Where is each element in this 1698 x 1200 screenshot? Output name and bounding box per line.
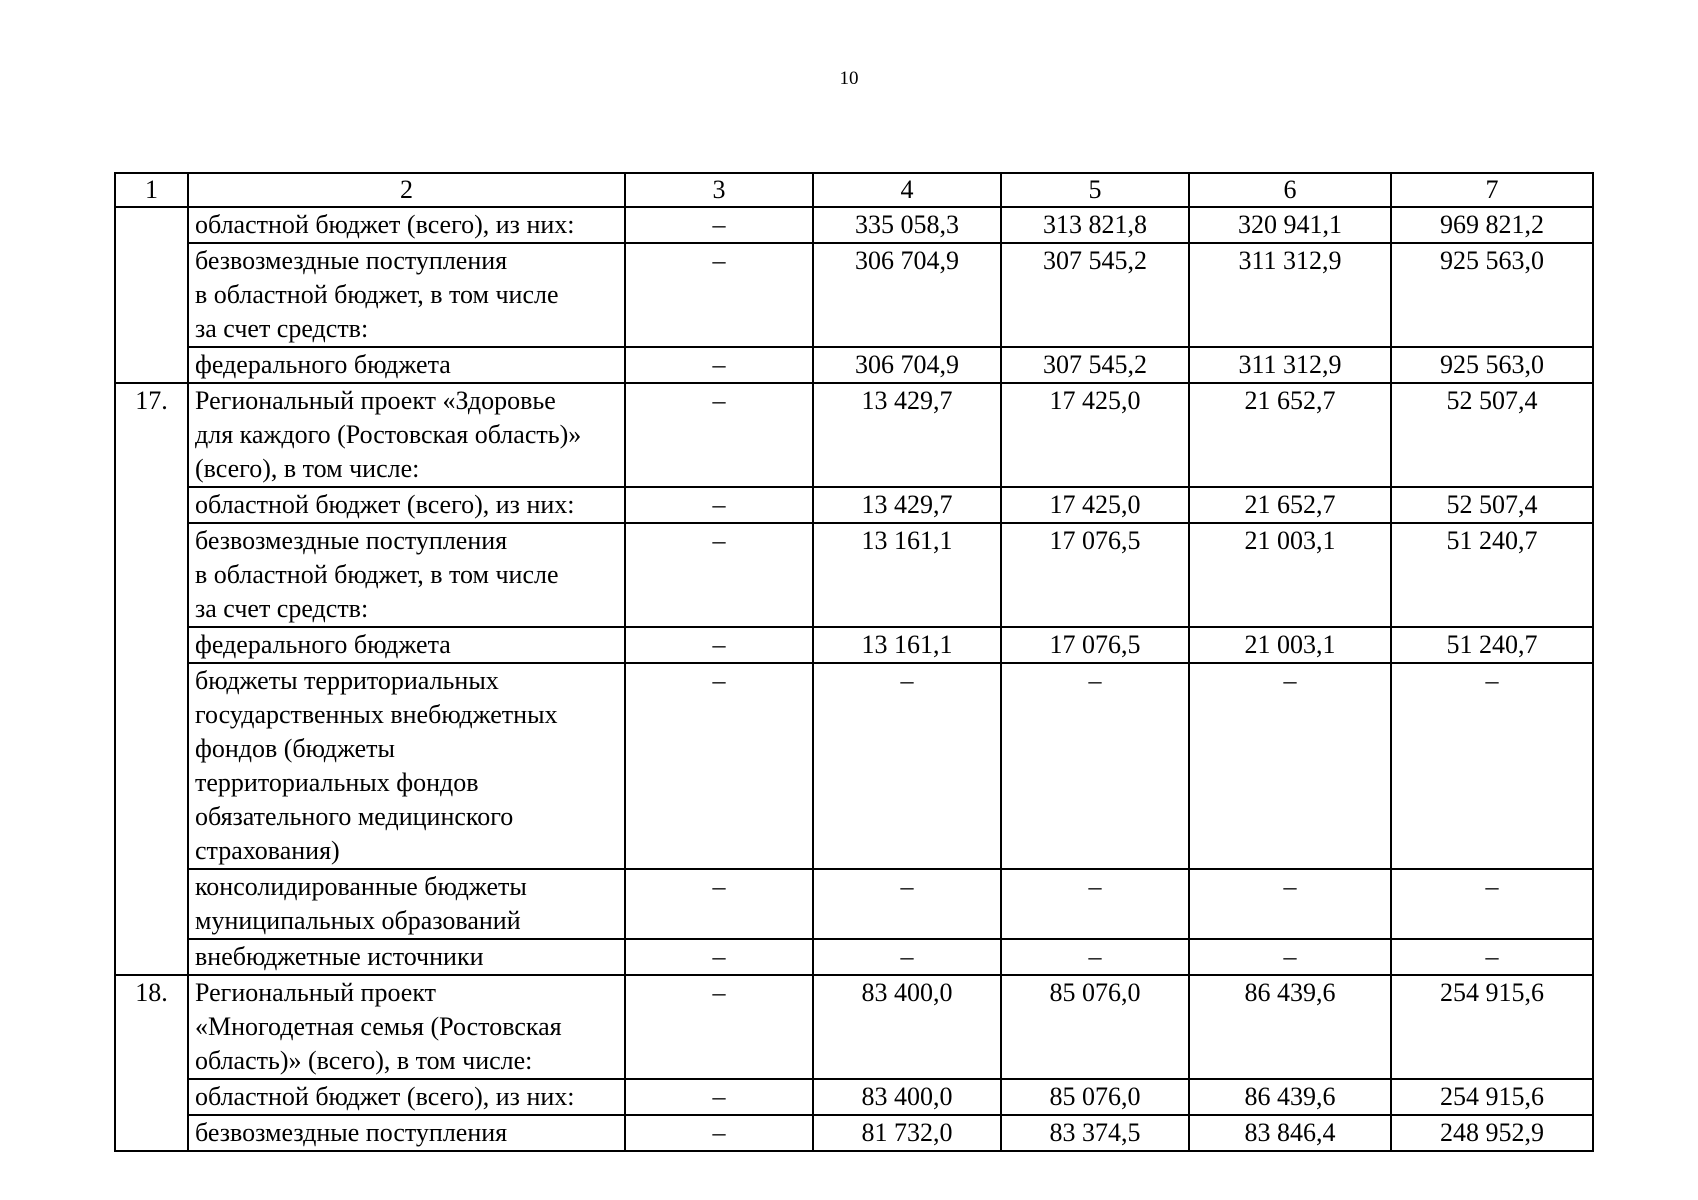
table-row: [115, 1079, 1593, 1115]
table-row: [115, 383, 1593, 487]
col5-cell: 307 545,2: [1001, 243, 1189, 347]
table-row: [115, 243, 1593, 347]
col3-cell: –: [625, 243, 813, 347]
col6-cell: 21 003,1: [1189, 523, 1391, 627]
row-number-cell: 18.: [115, 975, 188, 1151]
item-name-cell: безвозмездные поступления: [188, 1115, 625, 1151]
col5-cell: 83 374,5: [1001, 1115, 1189, 1151]
col6-cell: 311 312,9: [1189, 243, 1391, 347]
item-name-cell: областной бюджет (всего), из них:: [188, 487, 625, 523]
col4-cell: 13 161,1: [813, 523, 1001, 627]
col5-cell: 17 425,0: [1001, 383, 1189, 487]
col6-cell: 311 312,9: [1189, 347, 1391, 383]
col5-cell: 17 076,5: [1001, 627, 1189, 663]
table-row: [115, 663, 1593, 869]
header-cell-6: 6: [1189, 173, 1391, 207]
col4-cell: –: [813, 939, 1001, 975]
col7-cell: –: [1391, 663, 1593, 869]
col7-cell: 51 240,7: [1391, 523, 1593, 627]
col4-cell: 13 429,7: [813, 487, 1001, 523]
col6-cell: –: [1189, 939, 1391, 975]
col6-cell: 86 439,6: [1189, 1079, 1391, 1115]
col3-cell: –: [625, 207, 813, 243]
table-row: [115, 869, 1593, 939]
col6-cell: 21 652,7: [1189, 383, 1391, 487]
col7-cell: 925 563,0: [1391, 347, 1593, 383]
col4-cell: 13 429,7: [813, 383, 1001, 487]
row-number-cell: [115, 207, 188, 383]
item-name-cell: безвозмездные поступления в областной бюджет, в том числе за счет средств:: [188, 243, 625, 347]
item-name-cell: внебюджетные источники: [188, 939, 625, 975]
col7-cell: 254 915,6: [1391, 1079, 1593, 1115]
table-row: [115, 1115, 1593, 1151]
table-row: [115, 347, 1593, 383]
col3-cell: –: [625, 1079, 813, 1115]
table-row: [115, 939, 1593, 975]
col4-cell: 83 400,0: [813, 975, 1001, 1079]
item-name-cell: областной бюджет (всего), из них:: [188, 207, 625, 243]
item-name-cell: Региональный проект «Многодетная семья (Ростовская область)» (всего), в том числе:: [188, 975, 625, 1079]
table-row: [115, 975, 1593, 1079]
row-number-cell: 17.: [115, 383, 188, 975]
header-cell-4: 4: [813, 173, 1001, 207]
col3-cell: –: [625, 347, 813, 383]
col7-cell: –: [1391, 869, 1593, 939]
table-row: [115, 487, 1593, 523]
item-name-cell: бюджеты территориальных государственных внебюджетных фондов (бюджеты территориальных фондов обязательного медицинского страхования): [188, 663, 625, 869]
col3-cell: –: [625, 487, 813, 523]
col4-cell: 81 732,0: [813, 1115, 1001, 1151]
item-name-cell: федерального бюджета: [188, 347, 625, 383]
col4-cell: –: [813, 663, 1001, 869]
page-number: 10: [839, 68, 859, 89]
col5-cell: 85 076,0: [1001, 975, 1189, 1079]
col3-cell: –: [625, 975, 813, 1079]
col5-cell: 17 425,0: [1001, 487, 1189, 523]
col6-cell: 83 846,4: [1189, 1115, 1391, 1151]
col4-cell: 306 704,9: [813, 243, 1001, 347]
col7-cell: –: [1391, 939, 1593, 975]
header-cell-3: 3: [625, 173, 813, 207]
col5-cell: 85 076,0: [1001, 1079, 1189, 1115]
header-cell-5: 5: [1001, 173, 1189, 207]
col3-cell: –: [625, 939, 813, 975]
col4-cell: 13 161,1: [813, 627, 1001, 663]
col6-cell: –: [1189, 663, 1391, 869]
col7-cell: 51 240,7: [1391, 627, 1593, 663]
col3-cell: –: [625, 627, 813, 663]
col6-cell: 320 941,1: [1189, 207, 1391, 243]
table-row: [115, 207, 1593, 243]
col6-cell: 21 652,7: [1189, 487, 1391, 523]
col7-cell: 969 821,2: [1391, 207, 1593, 243]
table-row: [115, 627, 1593, 663]
col7-cell: 254 915,6: [1391, 975, 1593, 1079]
col3-cell: –: [625, 869, 813, 939]
col3-cell: –: [625, 663, 813, 869]
header-cell-7: 7: [1391, 173, 1593, 207]
header-cell-2: 2: [188, 173, 625, 207]
col6-cell: –: [1189, 869, 1391, 939]
col6-cell: 86 439,6: [1189, 975, 1391, 1079]
col4-cell: –: [813, 869, 1001, 939]
table-body: [115, 173, 1593, 1151]
table-header-row: [115, 173, 1593, 207]
col5-cell: –: [1001, 663, 1189, 869]
header-cell-1: 1: [115, 173, 188, 207]
col7-cell: 925 563,0: [1391, 243, 1593, 347]
col3-cell: –: [625, 383, 813, 487]
col4-cell: 335 058,3: [813, 207, 1001, 243]
item-name-cell: федерального бюджета: [188, 627, 625, 663]
item-name-cell: областной бюджет (всего), из них:: [188, 1079, 625, 1115]
item-name-cell: консолидированные бюджеты муниципальных образований: [188, 869, 625, 939]
col5-cell: 307 545,2: [1001, 347, 1189, 383]
col7-cell: 52 507,4: [1391, 487, 1593, 523]
col7-cell: 52 507,4: [1391, 383, 1593, 487]
col4-cell: 306 704,9: [813, 347, 1001, 383]
col4-cell: 83 400,0: [813, 1079, 1001, 1115]
col7-cell: 248 952,9: [1391, 1115, 1593, 1151]
col5-cell: –: [1001, 869, 1189, 939]
col5-cell: –: [1001, 939, 1189, 975]
table-row: [115, 523, 1593, 627]
col5-cell: 313 821,8: [1001, 207, 1189, 243]
item-name-cell: Региональный проект «Здоровье для каждого (Ростовская область)» (всего), в том числе:: [188, 383, 625, 487]
col3-cell: –: [625, 1115, 813, 1151]
col5-cell: 17 076,5: [1001, 523, 1189, 627]
item-name-cell: безвозмездные поступления в областной бюджет, в том числе за счет средств:: [188, 523, 625, 627]
budget-table: [114, 172, 1594, 1152]
col3-cell: –: [625, 523, 813, 627]
col6-cell: 21 003,1: [1189, 627, 1391, 663]
